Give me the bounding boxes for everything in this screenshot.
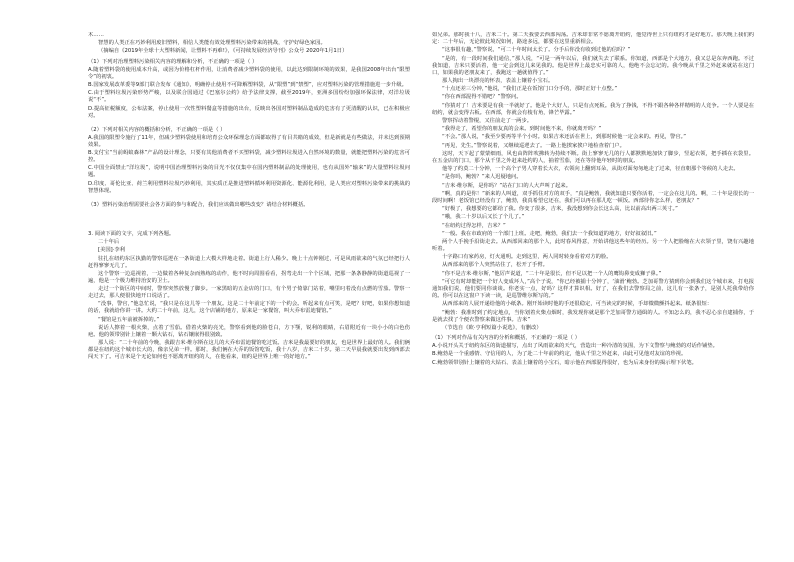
text-line: 木……	[88, 32, 104, 38]
option-d: D.印度、哥伦比亚、荷兰利用塑料垃圾巧妙利用，其实质正是推进塑料循环利用资源化、能源化利用，是人类应对塑料污染带来的挑战的智慧体现。	[88, 180, 410, 194]
question-3: （3）塑料污染治理需要社会各方面的参与和配合，我们应该做出哪些改变？请结合材料概括。	[88, 201, 309, 208]
story-paragraph: “鲍勃：我准时到了约定地点，当你划着火柴点烟时，我发现你就是那个芝加哥警方通缉的人。不知怎么的，我不忍心亲自逮捕你，于是就去找了个便衣警察来做这件事。吉米”	[432, 309, 754, 323]
story-paragraph: 两个人手挽手沿街走去。从西部回来的那个人，此时春风得意，开始讲他这些年的经历。另一个人把脸缩在大衣领子里，饶有兴趣地听着。	[432, 238, 754, 253]
question-1: （1）下列对治理塑料污染相关内容的理解和分析，不正确的一项是（ ）	[88, 58, 258, 65]
story-paragraph: “再见，先生。”警察说着，又继续巡逻去了。一路上他挨家挨户地检查着门户。	[442, 142, 625, 149]
story-paragraph: 走过一个街区的中间时，警察突然放慢了脚步。一家黑暗的五金店的门口，有个男子倚靠门站着，嘴里叼着没有点燃的雪茄。警察一走过去，那人便很快地开口说话了。	[88, 286, 410, 300]
story-paragraph: 他等了约莫二十分钟，一个高个子男人穿着长大衣，衣领向上翻到耳朵，从街对面匆匆地走了过来，径直朝那个等候的人走去。	[442, 166, 739, 173]
option-b: B.鲍勃是一个重感情、守信用的人，为了赴二十年前的约定，他从千里之外赶来，由此可见他对友谊的珍视。	[432, 351, 687, 358]
question-1: （1）下列对作品有关内容的分析和概括，不正确的一项是（ ）	[432, 334, 581, 341]
story-paragraph: “你猜对了！吉米要是有我一半就好了。他是个大好人，只是有点死板。我为了挣钱，不得不跟各种各样精明的人竞争。一个人要是在纽约，就会变得古板。在西部，你就会有棱有角，锋芒毕露。”	[432, 102, 754, 116]
story-paragraph: “是你吗，鲍勃？”来人迟疑地问。	[442, 174, 522, 181]
option-a: A.小说开头关于纽约东区的街道描写，点出了风雨欲来的天气，营造出一种冷清的氛围，为下文警察与鲍勃的对话作铺垫。	[432, 343, 718, 350]
story-paragraph: “这事很有趣，”警察说，“可二十年时间太长了。分手后你没有收到过他的信吗？”	[442, 47, 631, 54]
story-paragraph: “吉米·维尔斯，是你吗？”站在门口的人大声叫了起来。	[442, 182, 572, 189]
left-column	[88, 32, 410, 552]
story-paragraph: 驻扎在纽约东区执勤的警察巡逻在一条街道上大模大样地走着。街道上行人稀少。晚上十点钟刚过，可是风雨欲来的气氛已经把行人赶得寥寥无几了。	[88, 255, 410, 269]
story-paragraph: “一般。我在市政府的一个部门上班。走吧，鲍勃，我们去一个我知道的地方，好好叙叙旧。”	[442, 230, 657, 237]
section-3-heading: 3. 阅读下面的文字，完成下列各题。	[88, 230, 175, 237]
story-paragraph: 说话人擦着一根火柴，点着了雪茄。借着火柴的亮光，警察看到他的脸苍白，方下颚，锐利的眼睛，右眉附近有一块小小的白色伤疤。他的领带别针上镶着一颗大钻石，钻石镶嵌得很别致。	[88, 324, 410, 338]
source-note: （节选自《欧·亨利短篇小说选》，有删改）	[442, 324, 542, 331]
story-paragraph: “啊，真的是你！”新来的人叫道，双手抓住对方的双手，“真是鲍勃，我就知道只要你活着，一定会在这儿的。啊，二十年是很长的一段时间啊！老饭馆已经没有了，鲍勃，我真希望它还在，我们可以再在那儿吃一顿饭。西部待你怎么样，老朋友？”	[432, 190, 754, 204]
option-c: C.由于塑料垃圾污染形势严峻，以及联合国通过《巴塞尔公约》给予法律支撑，截至2019年，亚洲多国纷纷加强环保法律，对洋垃圾说“不”。	[88, 90, 410, 104]
story-paragraph: “可它有时却能把一个好人变成坏人，”高个子说，“你已经被捕十分钟了，‘油滑’鲍勃。芝加哥警方猜到你会到我们这个城市来，打电报通知我们说，他们要同你谈谈。你老实一点，好吗？这样才算识相。好了，在我们去警察局之前，这儿有一张条子，是别人托我带给你的。你可以在这窗户下读一读，是巡警维尔斯写的。”	[432, 278, 754, 300]
option-c: C.鲍勃领带别针上镶着的大钻石、表盖上镶着的小宝石，暗示他在西部混得很好，也为后来身份的揭示埋下伏笔。	[432, 359, 697, 366]
story-paragraph: “十点还差三分钟，”他说，“我们正是在饭馆门口分手的，那时正好十点整。”	[442, 86, 618, 93]
story-paragraph: 那人掏出一块漂亮的怀表，表盖上镶着小宝石。	[442, 77, 554, 84]
story-paragraph: 从西部来的人展开递给他的小纸条。刚开始读时他的手还很稳定，可当读完的时候，手却微微颤抖起来。纸条很短：	[442, 301, 713, 308]
option-c: C.中国全面禁止“洋垃圾”，说明中国治理塑料污染的目光不仅仅集中在国内塑料制品的处理使用，也有从国外“输来”的大量塑料垃圾问题。	[88, 165, 410, 179]
story-paragraph: “是的，有一段时间我们通信，”那人说，“可是一两年以后，我们就失去了联系。你知道，西部是个大地方，我又总是东奔西跑。不过我知道，吉米只要活着，他一定会到这儿来见我的。他是世界上最忠实可靠的人，他绝不会忘记的。我今晚从千里之外赶来就站在这门口，如果我的老朋友来了，我跑这一趟就值得了。”	[432, 55, 754, 76]
option-a: A.我国的限塑令施行了11年，但减少塑料袋使用和培育公众环保理念方面都取得了有目共睹的成效，但是新就是有些做法，并未达到预期效果。	[88, 134, 410, 148]
story-paragraph: “你不是吉米·维尔斯，”他厉声说道，“二十年是很长，但不足以把一个人的鹰钩鼻变成狮子鼻。”	[442, 270, 662, 277]
story-paragraph: 那人说：“二十年前的今晚，我跟吉米·维尔斯在这儿的大乔布雷迪餐馆吃过饭。吉米是我最要好的朋友，也是世界上最好的人。我们俩都是在纽约这个城市长大的，像亲兄弟一样。那时，我们俩在大乔的饭馆吃饭，我十八岁，吉米二十岁。第二天早晨我就要出发到西部去闯天下了。可吉米是个无论如何也不愿离开纽约的人，在他看来，纽约是世界上唯一的好地方。”	[88, 340, 410, 361]
option-b: B.支付宝“当前蚂蚁森林”产品的设计理念，只要有其他消费者不买塑料袋，减少塑料垃圾进入自然环境的数量，就能把塑料污染的危害可控。	[88, 150, 410, 164]
story-paragraph: “不会。”那人说，“我至少要再等半个小时。如果吉米还活在世上，到那时候他一定会来的。再见，警官。”	[442, 134, 687, 141]
option-b: B.国家发展改革委等9部门联合发布《通知》，明确停止使用不可降解塑料袋，从“限塑”到“禁塑”，应对塑料污染的管理措施进一步升级。	[88, 82, 407, 89]
source-note: （摘编自《2019年全球十大塑料新闻，让塑料不再难!》，《可持续发展经济导刊》公众号 2020年1月1日）	[98, 48, 348, 55]
question-2: （2）下列对相关内容的概括和分析，不正确的一项是（ ）	[88, 126, 226, 133]
text-line: 智慧的人类正在巧妙利用废旧塑料，相信人类能有效处理塑料污染带来的挑战，守护好绿色家园。	[98, 40, 326, 47]
story-author: [美国]·李利	[98, 247, 126, 254]
option-a: A.随着塑料袋的使用成本升高，或因为价格杠杆作用，让消费者减少塑料袋的使用，以此达到限制环境的效果，是我国2008年出台“限塑令”的初衷。	[88, 66, 410, 80]
story-paragraph: 这时，天下起了蒙蒙细雨，风也由阵阵吹拂转为持续不断。街上寥寥无几的行人都默默地加快了脚步，竖起衣领，把手插在衣袋里。在五金店的门口，那个从千里之外赶来赴约的人，抽着雪茄，还在等待他年轻时的朋友。	[432, 150, 754, 164]
option-d: D.提高征税额度，公布法案，停止使用一次性塑料餐盒等措施的出台，反映出各国对塑料制品造成的危害有了更清醒的认识，已在积极应对。	[88, 105, 410, 119]
story-title: 二十年后	[98, 239, 120, 246]
story-paragraph: 警察挥动着警棍，又往前走了一两步。	[442, 117, 533, 124]
story-paragraph: “你在西部混得不错吧？”警察问。	[442, 94, 522, 101]
story-paragraph: 如兄弟。那时我十八，吉米二十。第二天我要去西部闯荡。吉米却非常不愿离开纽约，他觉得世上只有纽约才是好地方。那天晚上我们约定：二十年后，无论彼此境况如何，路途多远，都要在这里重新相会。	[432, 32, 754, 46]
story-paragraph: 这个警察一边巡视着，一边做着各种复杂而熟练的动作，他不时向周围看看，拐弯走出一个个区域，把那一条条静静的街道巡视了一遍，他是一个极力维持治安的卫士。	[88, 270, 410, 284]
story-paragraph: “在纽约过得怎样，吉米？”	[442, 222, 506, 229]
story-paragraph: 十字路口有家药房，灯火通明。走到这里，两人同时转身看着对方的脸。	[442, 254, 612, 261]
story-paragraph: “好极了，我想要的它都给了我。你变了很多，吉米，我没想到你会长这么高，比以前高出两三英寸。”	[442, 206, 678, 213]
story-paragraph: “我得走了，希望你的朋友真的会来。到时间他不来，你就离开吗？”	[442, 126, 602, 133]
story-paragraph: “哦，我二十岁以后又长了个儿了。”	[442, 214, 525, 221]
story-paragraph: 从西部来的那个人突然站住了，松开了手臂。	[442, 262, 548, 269]
story-paragraph: “餐馆是五年前被拆掉的。”	[98, 316, 160, 323]
right-column	[432, 32, 754, 552]
story-paragraph: “没事，警官，”他急忙说，“我只是在这儿等一个朋友。这是二十年前定下的一个约会。听起来有点可笑，是吧？好吧，如果你想知道的话，我就给你讲一讲。大约二十年前，这儿，这个店铺的地方，原来是一家餐馆，叫大乔布雷迪餐馆。”	[88, 301, 410, 315]
